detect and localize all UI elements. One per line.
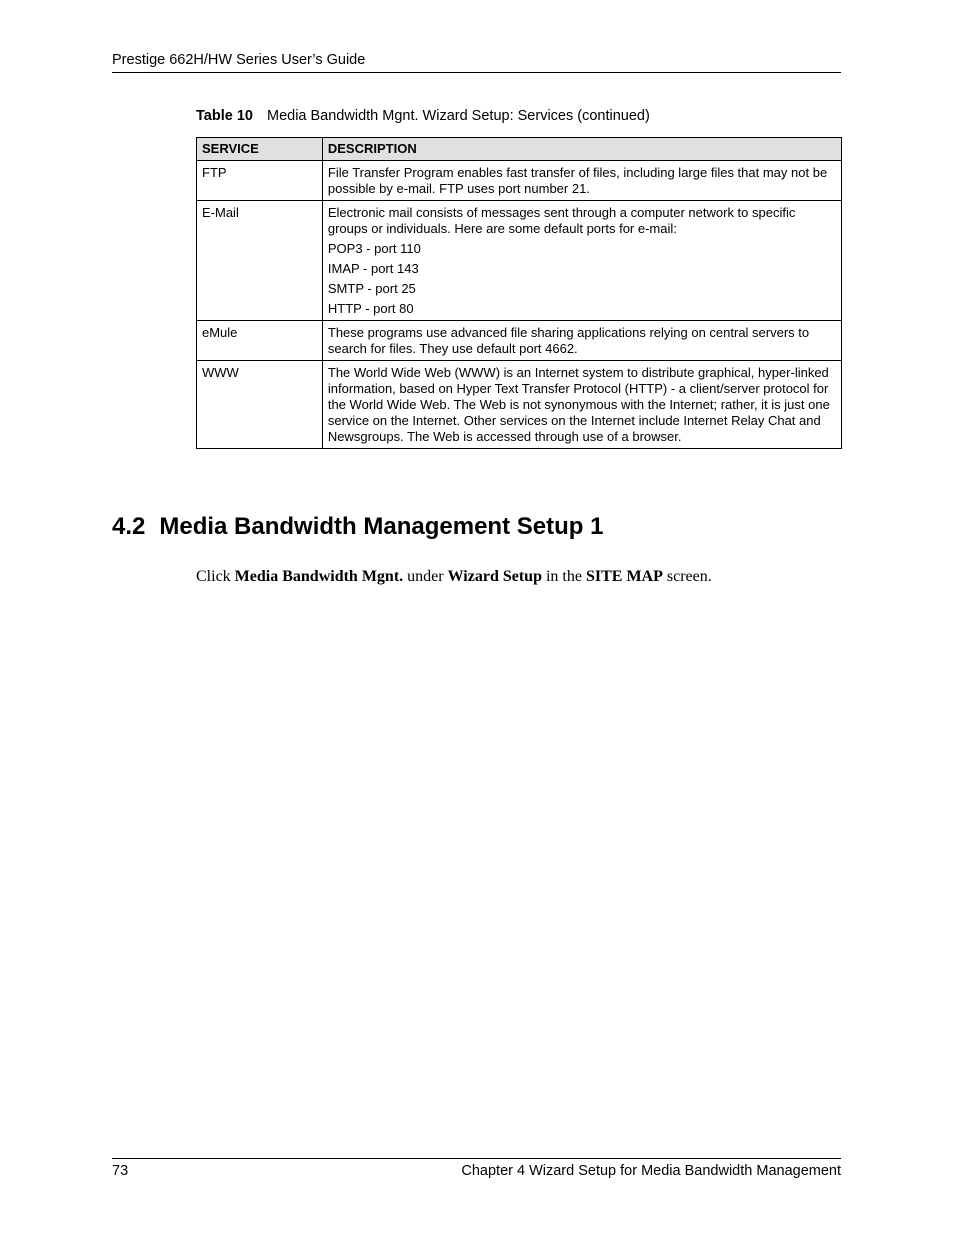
running-header xyxy=(112,52,841,73)
services-table xyxy=(196,137,842,449)
menu-name-site-map: SITE MAP xyxy=(585,568,663,585)
table-row xyxy=(197,361,842,449)
section-heading xyxy=(112,513,603,541)
description-cell xyxy=(322,161,841,201)
table-caption-label: Table 10 xyxy=(196,108,253,124)
port-item: HTTP - port 80 xyxy=(327,301,414,316)
port-item: IMAP - port 143 xyxy=(327,261,419,276)
instruction-text: under xyxy=(403,568,448,585)
table-header-row xyxy=(197,138,842,161)
service-cell: FTP xyxy=(197,161,323,201)
table-caption xyxy=(196,108,650,124)
table-row xyxy=(197,201,842,321)
header-title: Prestige 662H/HW Series User’s Guide xyxy=(112,52,366,68)
section-title: Media Bandwidth Management Setup 1 xyxy=(159,513,604,540)
chapter-title: Chapter 4 Wizard Setup for Media Bandwidth Management xyxy=(461,1163,841,1179)
port-item: SMTP - port 25 xyxy=(327,281,416,296)
menu-name-wizard-setup: Wizard Setup xyxy=(447,568,542,585)
instruction-text: Click xyxy=(196,568,235,585)
section-number: 4.2 xyxy=(112,513,146,540)
column-header-service: SERVICE xyxy=(197,138,323,161)
service-cell: WWW xyxy=(197,361,323,449)
instruction-paragraph xyxy=(196,568,712,586)
description-text: File Transfer Program enables fast transfer of files, including large files that may not be possible by e-mail. FTP uses port number 21. xyxy=(327,165,828,196)
port-item: POP3 - port 110 xyxy=(327,241,421,256)
service-cell: eMule xyxy=(197,321,323,361)
description-cell xyxy=(322,361,841,449)
column-header-description: DESCRIPTION xyxy=(322,138,841,161)
description-cell xyxy=(322,201,841,321)
instruction-text: in the xyxy=(541,568,586,585)
description-cell xyxy=(322,321,841,361)
description-text: These programs use advanced file sharing applications relying on central servers to search for files. They use default port 4662. xyxy=(327,325,810,356)
page-number: 73 xyxy=(112,1163,129,1179)
table-caption-text: Media Bandwidth Mgnt. Wizard Setup: Services (continued) xyxy=(266,108,650,124)
running-footer xyxy=(112,1158,841,1179)
table-row xyxy=(197,161,842,201)
instruction-text: screen. xyxy=(662,568,712,585)
table-row xyxy=(197,321,842,361)
menu-name-media-bandwidth: Media Bandwidth Mgnt. xyxy=(234,568,404,585)
description-text: The World Wide Web (WWW) is an Internet system to distribute graphical, hyper-linked information, based on Hyper Text Transfer Protocol (HTTP) - a client/server protocol for the World Wide Web. The Web is not synonymous with the Internet; rather, it is just one service on the Internet. Other services on the Internet include Internet Relay Chat and Newsgroups. The Web is accessed through use of a browser. xyxy=(327,365,830,444)
description-text: Electronic mail consists of messages sent through a computer network to specific groups or individuals. Here are some default ports for e-mail: xyxy=(327,205,796,236)
service-cell: E-Mail xyxy=(197,201,323,321)
